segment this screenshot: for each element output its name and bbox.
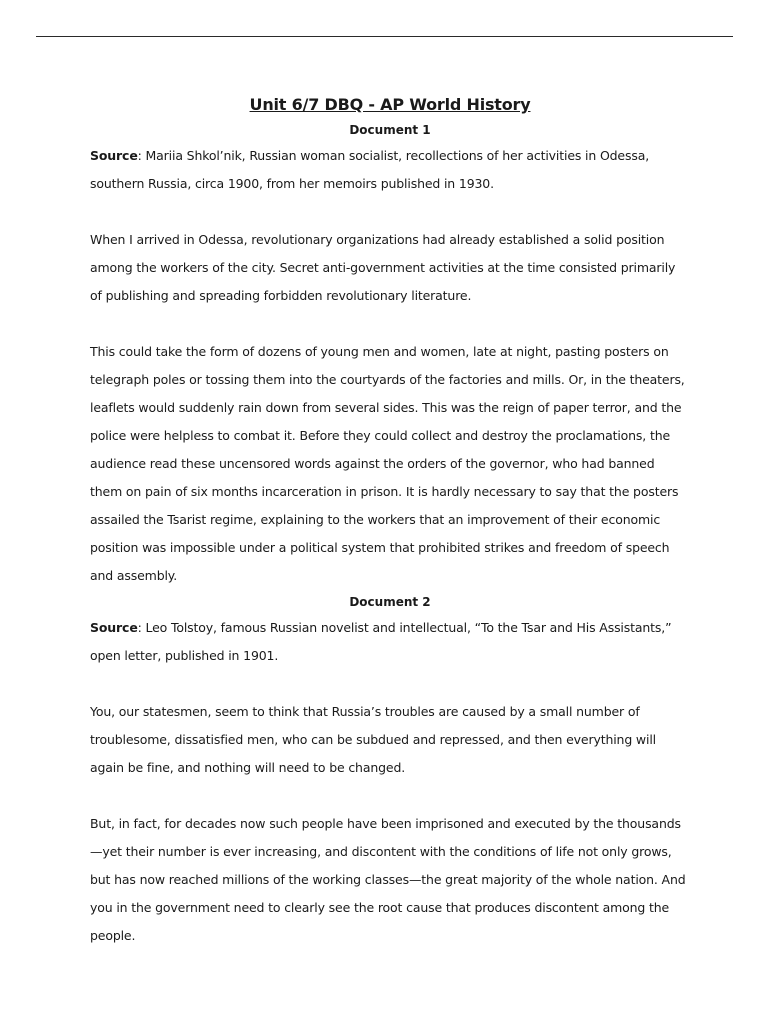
source-label: Source	[90, 620, 138, 635]
document-1	[90, 118, 690, 590]
paragraph-gap	[90, 310, 690, 338]
body-paragraph: This could take the form of dozens of young men and women, late at night, pasting posters on telegraph poles or tossing them into the courtyards of the factories and mills. Or, in the theaters, leaflets would suddenly rain down from several sides. This was the reign of paper terror, and the police were helpless to combat it. Before they could collect and destroy the proclamations, the audience read these uncensored words against the orders of the governor, who had banned them on pain of six months incarceration in prison. It is hardly necessary to say that the posters assailed the Tsarist regime, explaining to the workers that an improvement of their economic position was impossible under a political system that prohibited strikes and freedom of speech and assembly.	[90, 344, 685, 583]
source-label: Source	[90, 148, 138, 163]
document-2	[90, 590, 690, 950]
document-page	[90, 92, 690, 950]
paragraph-gap	[90, 670, 690, 698]
document-heading: Document 1	[349, 123, 431, 137]
source-text: : Leo Tolstoy, famous Russian novelist and intellectual, “To the Tsar and His Assistants,” open letter, published in 1901.	[90, 620, 672, 663]
document-heading: Document 2	[349, 595, 431, 609]
body-paragraph: But, in fact, for decades now such people have been imprisoned and executed by the thousands—yet their number is ever increasing, and discontent with the conditions of life not only grows, but has now reached millions of the working classes—the great majority of the whole nation. And you in the government need to clearly see the root cause that produces discontent among the people.	[90, 816, 686, 943]
body-paragraph: You, our statesmen, seem to think that Russia’s troubles are caused by a small number of troublesome, dissatisfied men, who can be subdued and repressed, and then everything will again be fine, and nothing will need to be changed.	[90, 704, 656, 775]
body-paragraph: When I arrived in Odessa, revolutionary organizations had already established a solid position among the workers of the city. Secret anti-government activities at the time consisted primarily of publishing and spreading forbidden revolutionary literature.	[90, 232, 676, 303]
paragraph-gap	[90, 782, 690, 810]
source-paragraph	[90, 142, 690, 198]
source-paragraph	[90, 614, 690, 670]
paragraph-gap	[90, 198, 690, 226]
page-title: Unit 6/7 DBQ - AP World History	[249, 95, 531, 114]
source-text: : Mariia Shkol’nik, Russian woman socialist, recollections of her activities in Odessa, southern Russia, circa 1900, from her memoirs published in 1930.	[90, 148, 650, 191]
top-divider	[36, 36, 733, 37]
